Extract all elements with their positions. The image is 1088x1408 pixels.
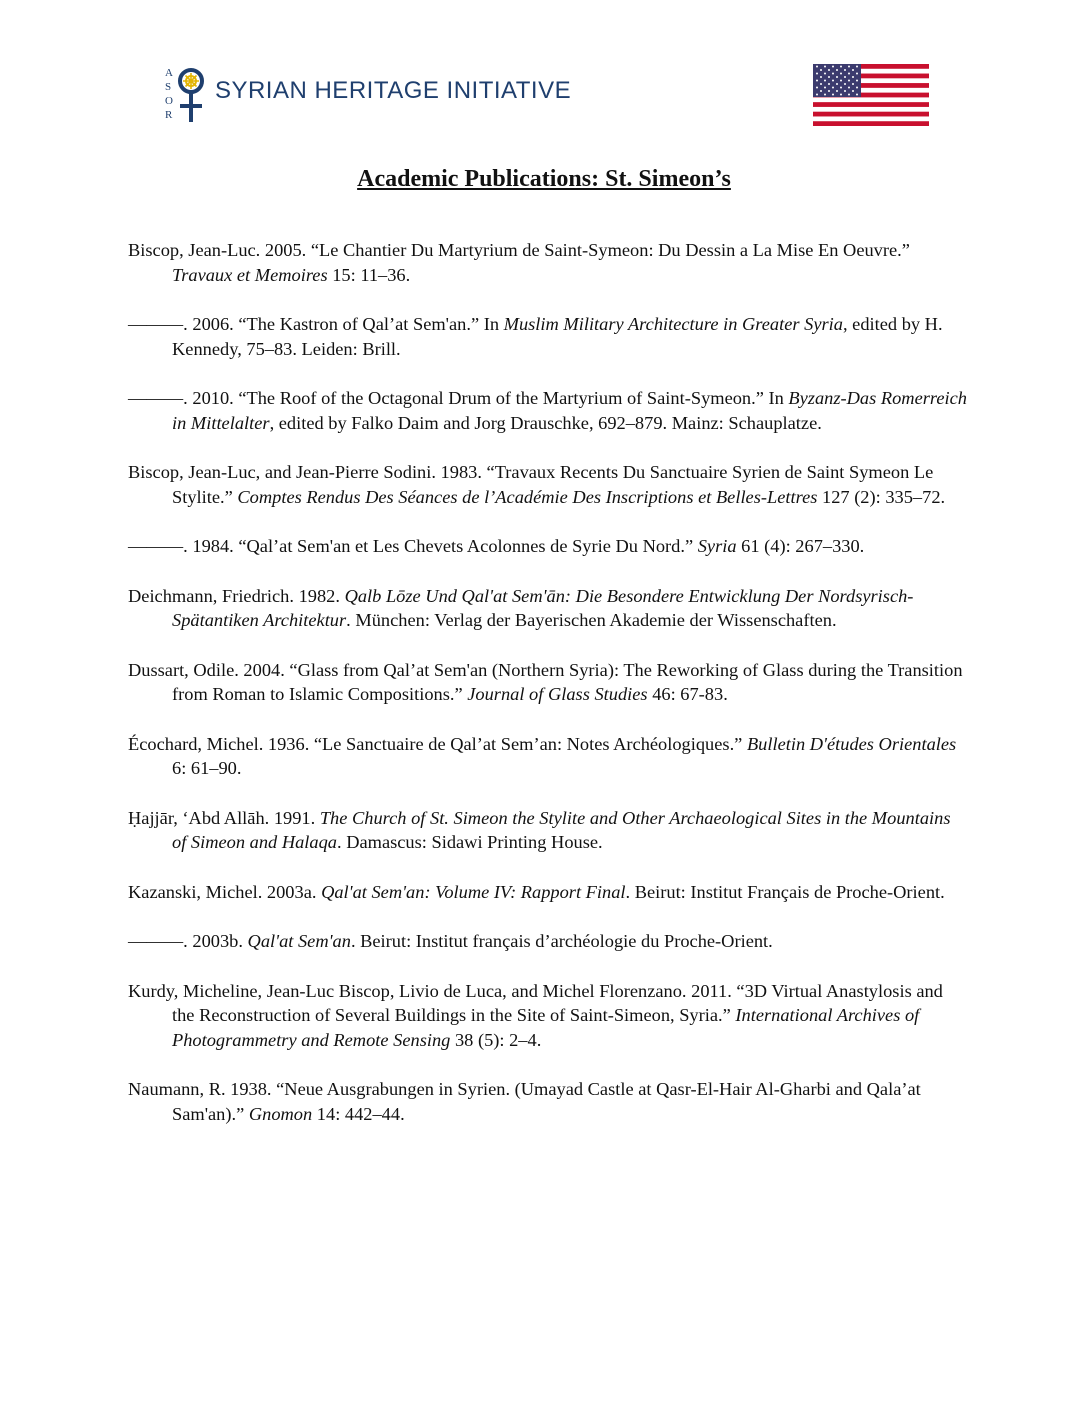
reference-entry <box>128 979 968 1053</box>
reference-italic-text: Bulletin D'études Orientales <box>746 733 957 754</box>
reference-entry <box>128 386 968 435</box>
reference-italic-text: Travaux et Memoires <box>172 264 328 285</box>
us-flag-icon <box>813 64 929 126</box>
reference-text: 61 (4): 267–330. <box>736 536 865 556</box>
reference-italic-text: Qalb Lōze Und Qal'at Sem'ān: Die Besondere Entwicklung Der Nordsyrisch-Spätantiken Architektur <box>172 585 914 630</box>
reference-italic-text: Qal'at Sem'an: Volume IV: Rapport Final <box>321 881 626 902</box>
reference-text: Deichmann, Friedrich. 1982. <box>128 585 345 606</box>
reference-text: ———. 2003b. <box>128 931 248 951</box>
reference-text: 46: 67-83. <box>647 684 728 704</box>
reference-italic-text: Muslim Military Architecture in Greater Syria <box>503 314 843 334</box>
reference-italic-text: Qal'at Sem'an <box>247 931 351 951</box>
reference-italic-text: International Archives of Photogrammetry and Remote Sensing <box>172 1005 920 1050</box>
reference-italic-text: Byzanz-Das Romerreich in Mittelalter <box>172 388 967 433</box>
reference-entry <box>128 460 968 509</box>
reference-entry <box>128 658 968 707</box>
reference-text: Dussart, Odile. 2004. “Glass from Qal’at Sem'an (Northern Syria): The Reworking of Glass during the Transition from Roman to Islamic Compositions.” <box>128 659 963 704</box>
ankh-logo-icon <box>177 64 205 124</box>
reference-italic-text: Syria <box>697 536 737 556</box>
reference-text: Ḥajjār, ‘Abd Allāh. 1991. <box>128 807 320 828</box>
logo-letter: S <box>165 81 172 93</box>
reference-entry <box>128 238 968 287</box>
reference-entry <box>128 806 968 855</box>
reference-entry <box>128 929 968 954</box>
reference-text: ———. 1984. “Qal’at Sem'an et Les Chevets Acolonnes de Syrie Du Nord.” <box>128 536 698 556</box>
reference-entry <box>128 584 968 633</box>
reference-entry <box>128 1077 968 1126</box>
reference-italic-text: Journal of Glass Studies <box>467 684 648 704</box>
reference-list <box>128 238 968 1151</box>
reference-text: 14: 442–44. <box>312 1103 405 1124</box>
reference-text: . Damascus: Sidawi Printing House. <box>337 832 603 852</box>
logo-letter: O <box>165 95 173 107</box>
reference-entry <box>128 534 968 559</box>
reference-text: 6: 61–90. <box>172 758 242 778</box>
logo-wordmark: SYRIAN HERITAGE INITIATIVE <box>214 77 572 104</box>
reference-text: 38 (5): 2–4. <box>450 1029 542 1050</box>
reference-text: Biscop, Jean-Luc. 2005. “Le Chantier Du Martyrium de Saint-Symeon: Du Dessin a La Mise En Oeuvre.” <box>128 240 910 260</box>
reference-text: Naumann, R. 1938. “Neue Ausgrabungen in Syrien. (Umayad Castle at Qasr-El-Hair Al-Gharbi and Qala’at Sam'an).” <box>128 1079 921 1124</box>
reference-text: . Beirut: Institut Français de Proche-Orient. <box>625 881 945 902</box>
logo-letters <box>165 66 173 122</box>
reference-text: , edited by H. Kennedy, 75–83. Leiden: Brill. <box>172 314 943 359</box>
asor-logo <box>165 64 571 124</box>
page-header <box>0 0 1088 140</box>
reference-italic-text: Gnomon <box>248 1103 313 1124</box>
reference-entry <box>128 732 968 781</box>
reference-italic-text: Comptes Rendus Des Séances de l’Académie Des Inscriptions et Belles-Lettres <box>237 486 818 507</box>
reference-text: Biscop, Jean-Luc, and Jean-Pierre Sodini. 1983. “Travaux Recents Du Sanctuaire Syrien de Saint Symeon Le Stylite.” <box>128 462 934 507</box>
reference-italic-text: The Church of St. Simeon the Stylite and Other Archaeological Sites in the Mountains of Simeon and Halaqa <box>172 807 951 852</box>
reference-text: , edited by Falko Daim and Jorg Drauschke, 692–879. Mainz: Schauplatze. <box>269 412 822 433</box>
reference-text: Écochard, Michel. 1936. “Le Sanctuaire de Qal’at Sem’an: Notes Archéologiques.” <box>128 733 747 754</box>
reference-text: ———. 2006. “The Kastron of Qal’at Sem'an.” In <box>128 314 504 334</box>
reference-entry <box>128 880 968 905</box>
reference-text: Kurdy, Micheline, Jean-Luc Biscop, Livio de Luca, and Michel Florenzano. 2011. “3D Virtual Anastylosis and the Reconstruction of Several Buildings in the Site of Saint-Simeon, Syria.” <box>128 980 943 1025</box>
reference-text: . München: Verlag der Bayerischen Akademie der Wissenschaften. <box>346 610 837 630</box>
reference-text: 15: 11–36. <box>327 264 411 285</box>
reference-entry <box>128 312 968 361</box>
logo-letter: R <box>165 109 173 121</box>
reference-text: . Beirut: Institut français d’archéologie du Proche-Orient. <box>350 931 773 951</box>
page-title: Academic Publications: St. Simeon’s <box>357 166 731 192</box>
reference-text: Kazanski, Michel. 2003a. <box>128 881 322 902</box>
logo-letter: A <box>165 67 173 79</box>
reference-text: ———. 2010. “The Roof of the Octagonal Drum of the Martyrium of Saint-Symeon.” In <box>128 388 789 408</box>
reference-text: 127 (2): 335–72. <box>817 486 946 507</box>
